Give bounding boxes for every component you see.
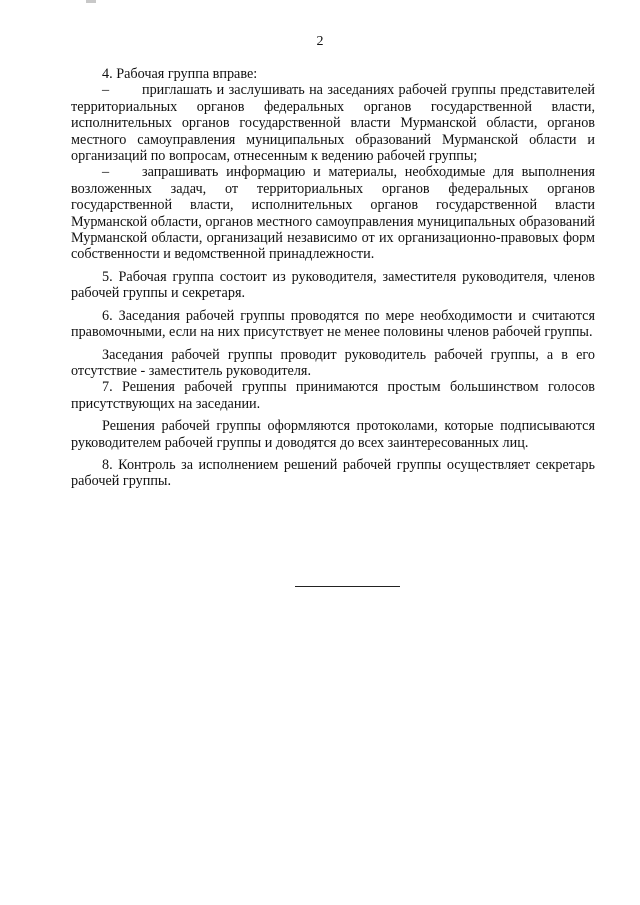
scan-artifact [86,0,96,3]
paragraph-4-item-1 [71,82,595,164]
paragraph-4-item-1-text: приглашать и заслушивать на заседаниях рабочей группы представителей территориальных органов федеральных органов государственной власти, исполнительных органов государственной власти Мурманской области, органов местного самоуправления муниципальных образований Мурманской области и организаций по вопросам, отнесенным к ведению рабочей группы; [71,82,595,165]
paragraph-5: 5. Рабочая группа состоит из руководителя, заместителя руководителя, членов рабочей группы и секретаря. [71,268,595,302]
paragraph-4-item-2 [71,164,595,262]
closing-rule [295,586,400,587]
document-body [71,66,595,490]
paragraph-6-continued: Заседания рабочей группы проводит руководитель рабочей группы, а в его отсутствие - заместитель руководителя. [71,346,595,379]
paragraph-4-item-2-text: запрашивать информацию и материалы, необходимые для выполнения возложенных задач, от территориальных органов федеральных органов государственной власти, исполнительных органов государственной власти Мурманской области, органов местного самоуправления муниципальных образований Мурманской области, организаций независимо от их организационно-правовых форм собственности и ведомственной принадлежности. [71,164,595,263]
paragraph-8: 8. Контроль за исполнением решений рабочей группы осуществляет секретарь рабочей группы. [71,456,595,490]
dash-marker: – [102,164,110,181]
paragraph-4-heading: 4. Рабочая группа вправе: [102,66,258,82]
paragraph-7-continued: Решения рабочей группы оформляются протоколами, которые подписываются руководителем рабочей группы и доводятся до всех заинтересованных лиц. [71,418,595,451]
paragraph-6: 6. Заседания рабочей группы проводятся по мере необходимости и считаются правомочными, если на них присутствует не менее половины членов рабочей группы. [71,307,595,341]
paragraph-7: 7. Решения рабочей группы принимаются простым большинством голосов присутствующих на заседании. [71,379,595,412]
page-number: 2 [316,34,324,49]
dash-marker: – [102,82,110,99]
